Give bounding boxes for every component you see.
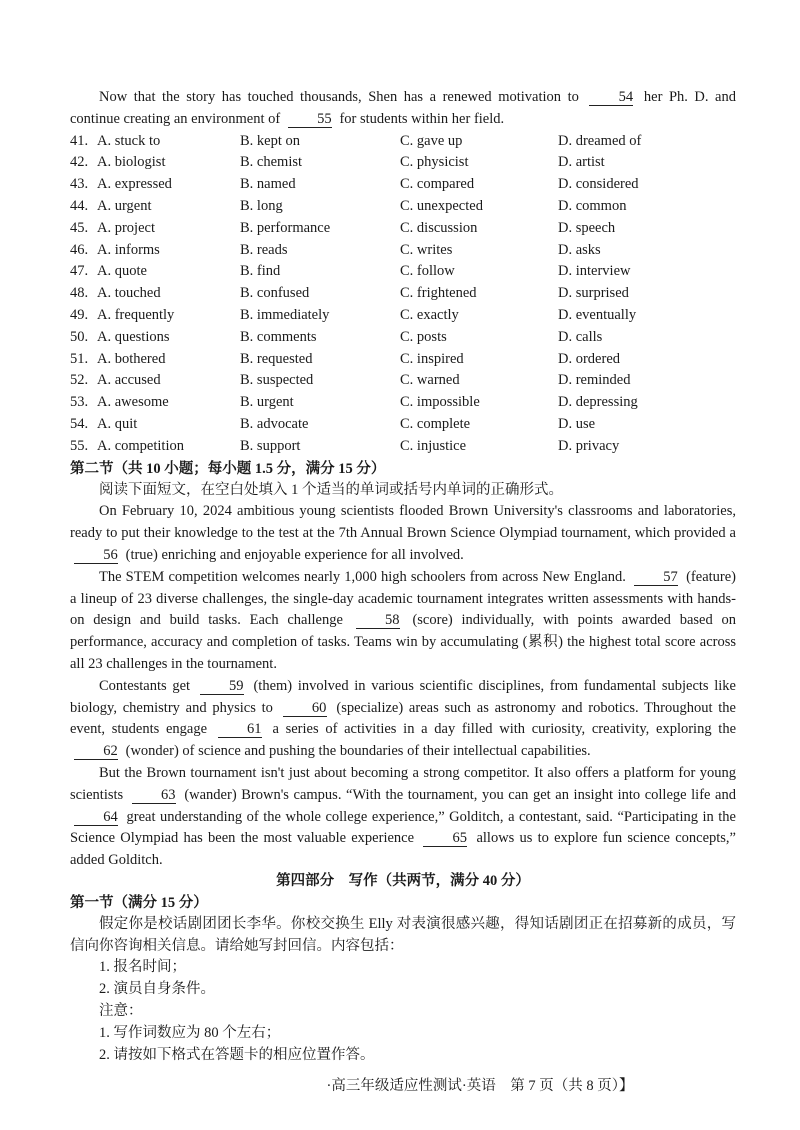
question-number: 55.	[70, 437, 89, 454]
option-b: B. find	[240, 263, 281, 280]
passage-text: Contestants get	[99, 677, 196, 694]
question-number: 53.	[70, 394, 89, 411]
option-b: B. long	[240, 197, 283, 214]
option-d: D. speech	[558, 219, 616, 236]
option-a: A. quote	[97, 263, 147, 280]
option-row	[70, 327, 736, 349]
question-number: 48.	[70, 285, 89, 302]
option-a: A. questions	[97, 328, 170, 345]
option-c: C. posts	[400, 328, 447, 345]
answer-blank: 54	[589, 90, 633, 106]
option-a: A. informs	[97, 241, 160, 258]
passage-text: her Ph. D. and continue creating an environment of	[70, 89, 736, 127]
passage-text: Now that the story has touched thousands, Shen has a renewed motivation to	[99, 89, 586, 105]
option-a: A. frequently	[97, 306, 175, 323]
option-c: C. compared	[400, 176, 475, 193]
question-number: 43.	[70, 176, 89, 193]
option-c: C. follow	[400, 263, 455, 280]
option-a: A. accused	[97, 372, 161, 389]
question-number: 49.	[70, 306, 89, 323]
option-row	[70, 152, 736, 174]
passage-text: (specialize) areas such as astronomy and robotics. Throughout the event, students engage	[70, 699, 736, 738]
question-number: 45.	[70, 219, 89, 236]
option-b: B. confused	[240, 285, 310, 302]
option-row	[70, 414, 736, 436]
writing-prompt: 假定你是校话剧团团长李华。你校交换生 Elly 对表演很感兴趣，得知话剧团正在招募新的成员，写信向你咨询相关信息。请给她写封回信。内容包括：	[70, 915, 736, 954]
option-d: D. asks	[558, 241, 601, 258]
passage-paragraph	[70, 567, 736, 676]
option-row	[70, 196, 736, 218]
option-c: C. writes	[400, 241, 453, 258]
section2-instruction: 阅读下面短文，在空白处填入 1 个适当的单词或括号内单词的正确形式。	[99, 481, 563, 498]
option-b: B. reads	[240, 241, 288, 258]
passage-text: a series of activities in a day filled with curiosity, creativity, exploring the	[265, 721, 737, 738]
question-number: 50.	[70, 328, 89, 345]
answer-blank: 65	[423, 831, 467, 847]
passage-text: great understanding of the whole college experience,” Golditch, a contestant, said. “Participating in the Science Olympiad has been the most valuable experience	[70, 808, 736, 847]
answer-blank: 63	[132, 788, 176, 804]
option-b: B. suspected	[240, 372, 314, 389]
passage-paragraph	[70, 501, 736, 566]
answer-blank: 56	[74, 548, 118, 564]
answer-blank: 58	[356, 613, 400, 629]
option-a: A. biologist	[97, 154, 166, 171]
answer-blank: 59	[200, 679, 244, 695]
page-footer: ·高三年级适应性测试·英语 第 7 页（共 8 页）】	[326, 1078, 634, 1094]
option-d: D. ordered	[558, 350, 621, 367]
passage-text: (true) enriching and enjoyable experience for all involved.	[122, 546, 464, 563]
part4-heading: 第四部分 写作（共两节，满分 40 分）	[276, 872, 530, 889]
intro-paragraph	[70, 87, 736, 131]
passage-text: (them) involved in various scientific disciplines, from fundamental subjects like biology, chemistry and physics to	[70, 677, 736, 716]
option-row	[70, 392, 736, 414]
option-c: C. physicist	[400, 154, 469, 171]
options-list	[70, 131, 736, 458]
passage-text: On February 10, 2024 ambitious young scientists flooded Brown University's classrooms and laboratories, ready to put their knowledge to the test at the 7th Annual Brown Science Olympiad tournament, which provided a	[70, 503, 736, 542]
option-b: B. support	[240, 437, 301, 454]
part4-section1-heading: 第一节（满分 15 分）	[70, 894, 208, 911]
option-a: A. project	[97, 219, 155, 236]
passage-text: (wander) Brown's campus. “With the tournament, you can get an insight into college life and	[179, 786, 736, 803]
passage-text: for students within her field.	[335, 110, 505, 127]
question-number: 46.	[70, 241, 89, 258]
option-c: C. gave up	[400, 132, 463, 149]
question-number: 51.	[70, 350, 89, 367]
answer-blank: 61	[218, 722, 262, 738]
option-row	[70, 218, 736, 240]
answer-blank: 60	[283, 701, 327, 717]
answer-blank: 64	[74, 810, 118, 826]
option-d: D. considered	[558, 176, 639, 193]
option-c: C. impossible	[400, 394, 480, 411]
option-d: D. surprised	[558, 285, 629, 302]
passage-paragraph	[70, 676, 736, 763]
question-number: 41.	[70, 132, 89, 149]
option-d: D. depressing	[558, 394, 638, 411]
option-c: C. frightened	[400, 285, 477, 302]
option-c: C. complete	[400, 415, 471, 432]
option-b: B. comments	[240, 328, 317, 345]
option-a: A. urgent	[97, 197, 152, 214]
option-b: B. urgent	[240, 394, 294, 411]
passage-paragraph	[70, 763, 736, 872]
exam-page	[70, 87, 736, 1066]
option-c: C. inspired	[400, 350, 464, 367]
option-a: A. touched	[97, 285, 161, 302]
passage-text: (feature) a lineup of 23 diverse challenges, the single-day academic tournament integrates written assessments with hands-on design and build tasks. Each challenge	[70, 568, 736, 629]
passage-text: But the Brown tournament isn't just about becoming a strong competitor. It also offers a platform for young scientists	[70, 764, 736, 803]
question-number: 52.	[70, 372, 89, 389]
option-c: C. injustice	[400, 437, 467, 454]
option-b: B. chemist	[240, 154, 303, 171]
option-row	[70, 370, 736, 392]
option-a: A. awesome	[97, 394, 169, 411]
passage-text: (wonder) of science and pushing the boundaries of their intellectual capabilities.	[122, 743, 591, 760]
question-number: 44.	[70, 197, 89, 214]
option-row	[70, 131, 736, 153]
question-number: 42.	[70, 154, 89, 171]
option-c: C. discussion	[400, 219, 478, 236]
option-row	[70, 305, 736, 327]
option-a: A. competition	[97, 437, 184, 454]
option-b: B. performance	[240, 219, 331, 236]
option-a: A. bothered	[97, 350, 166, 367]
option-row	[70, 349, 736, 371]
question-number: 47.	[70, 263, 89, 280]
option-c: C. unexpected	[400, 197, 483, 214]
option-d: D. dreamed of	[558, 132, 642, 149]
option-b: B. advocate	[240, 415, 309, 432]
note-label: 注意：	[99, 1003, 143, 1020]
option-row	[70, 240, 736, 262]
option-a: A. quit	[97, 415, 138, 432]
option-b: B. immediately	[240, 306, 330, 323]
option-b: B. named	[240, 176, 296, 193]
option-d: D. artist	[558, 154, 605, 171]
option-d: D. privacy	[558, 437, 620, 454]
passage-text: The STEM competition welcomes nearly 1,000 high schoolers from across New England.	[99, 568, 630, 585]
content-item: 2. 演员自身条件。	[99, 981, 215, 998]
option-d: D. eventually	[558, 306, 637, 323]
option-b: B. kept on	[240, 132, 301, 149]
note-item: 2. 请按如下格式在答题卡的相应位置作答。	[99, 1046, 375, 1063]
passage-text: (score) individually, with points awarded based on performance, accuracy and completion of tasks. Teams win by accumulating (累积) the highest total score across all 23 challenges in the tournament.	[70, 612, 736, 672]
option-d: D. interview	[558, 263, 631, 280]
option-a: A. stuck to	[97, 132, 161, 149]
section2-heading: 第二节（共 10 小题；每小题 1.5 分，满分 15 分）	[70, 460, 386, 477]
option-a: A. expressed	[97, 176, 172, 193]
answer-blank: 55	[288, 112, 332, 128]
option-row	[70, 436, 736, 458]
option-c: C. exactly	[400, 306, 459, 323]
option-d: D. common	[558, 197, 627, 214]
option-d: D. use	[558, 415, 596, 432]
content-item: 1. 报名时间；	[99, 959, 186, 976]
option-d: D. reminded	[558, 372, 631, 389]
option-row	[70, 261, 736, 283]
option-d: D. calls	[558, 328, 603, 345]
answer-blank: 62	[74, 744, 118, 760]
passage-text: allows us to explore fun science concepts,” added Golditch.	[70, 830, 736, 869]
option-c: C. warned	[400, 372, 460, 389]
option-b: B. requested	[240, 350, 313, 367]
note-item: 1. 写作词数应为 80 个左右；	[99, 1024, 281, 1041]
option-row	[70, 174, 736, 196]
answer-blank: 57	[634, 570, 678, 586]
question-number: 54.	[70, 415, 89, 432]
option-row	[70, 283, 736, 305]
